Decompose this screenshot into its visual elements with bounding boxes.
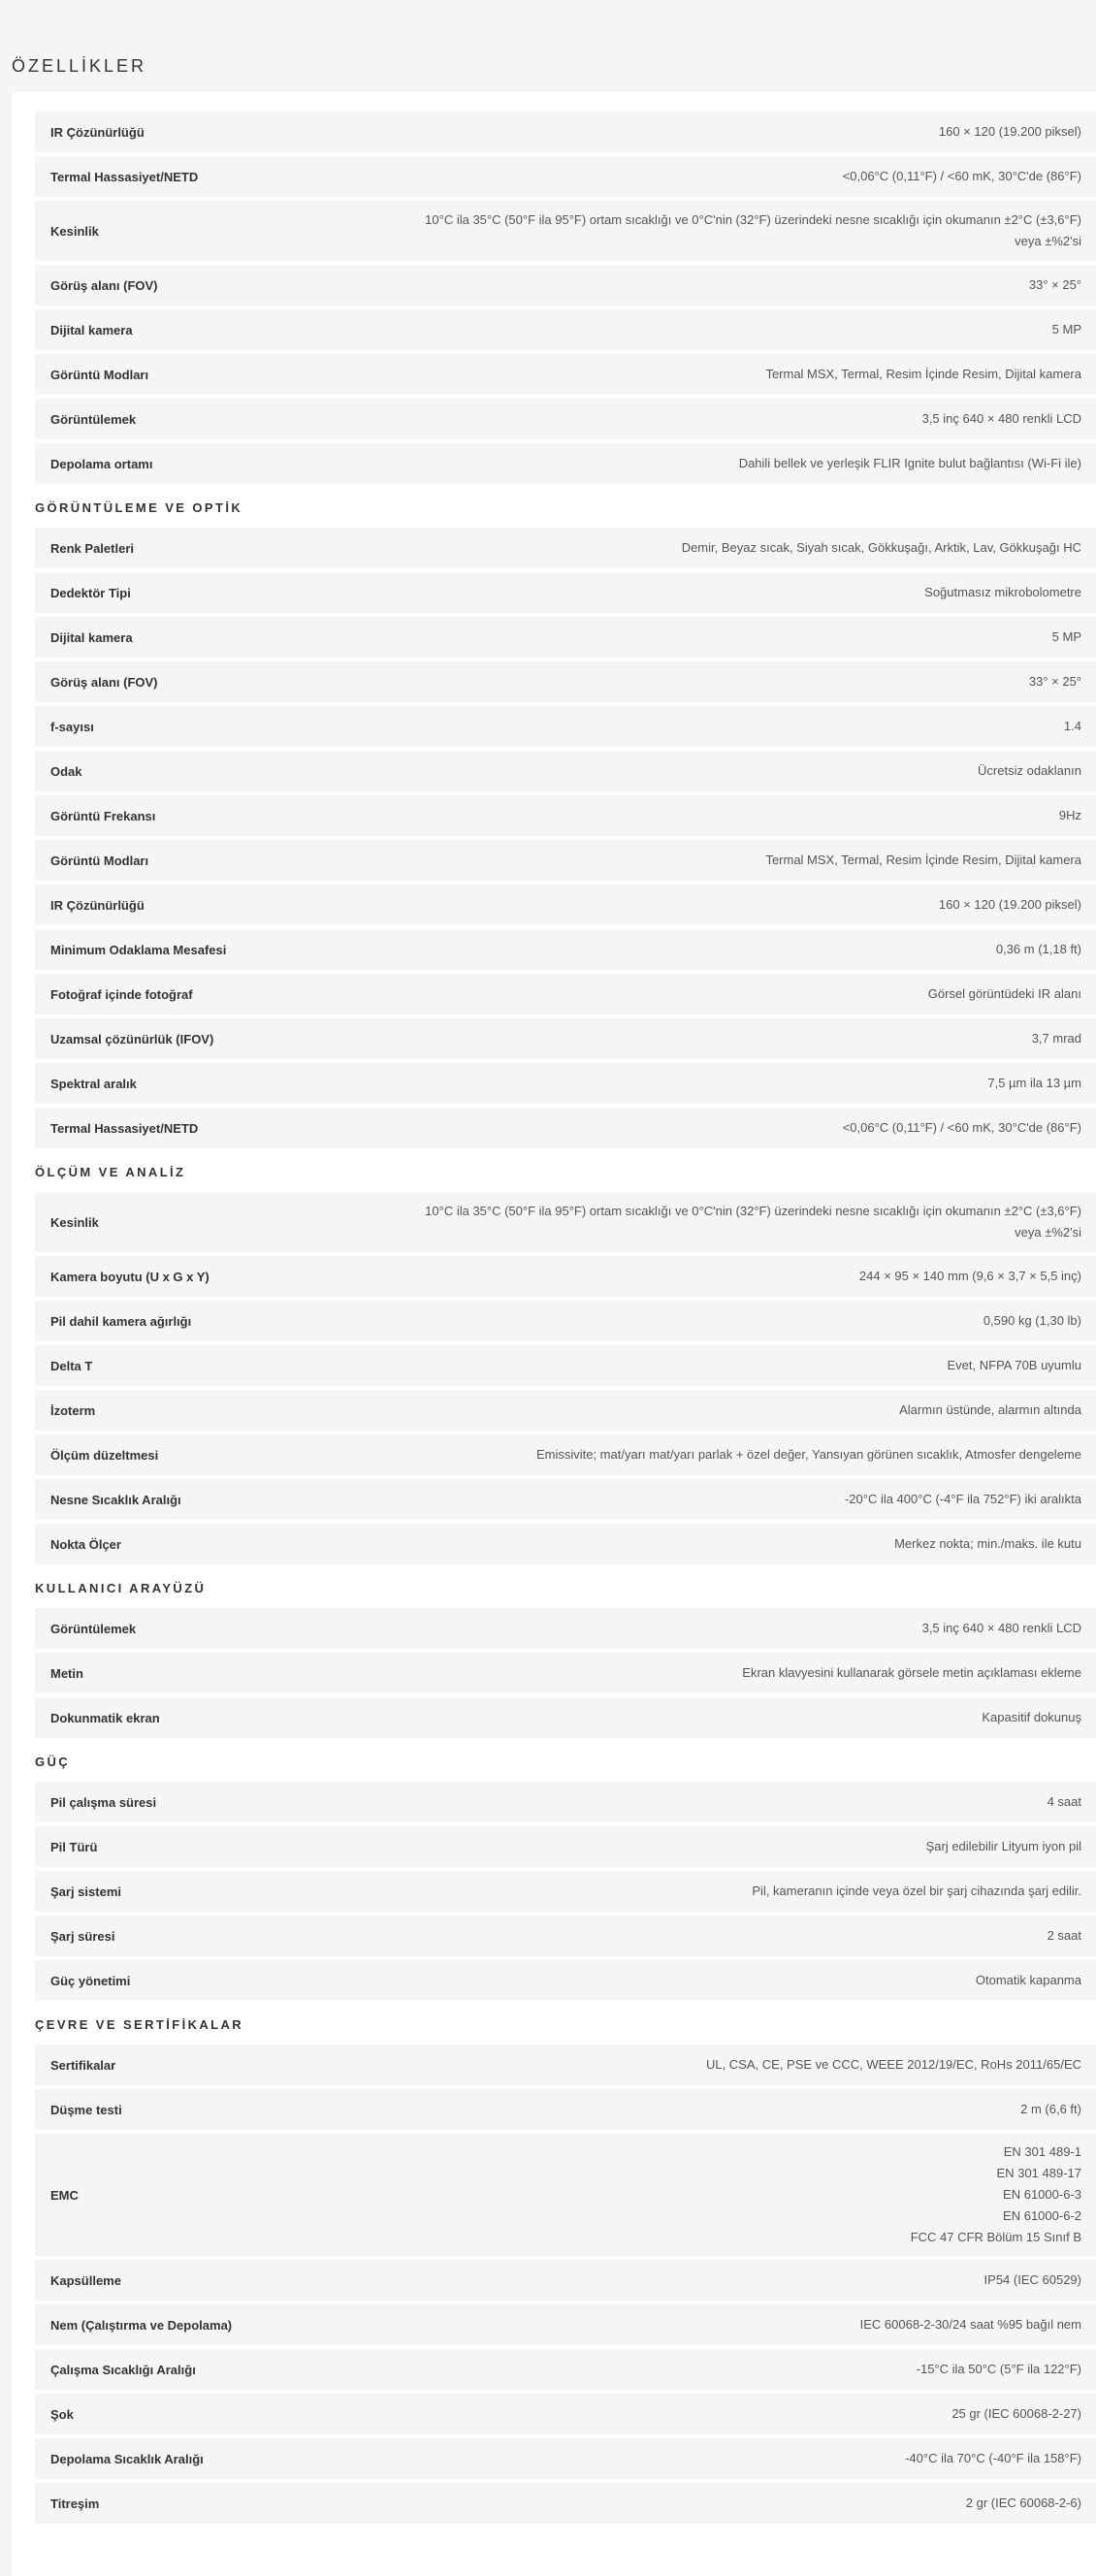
spec-row <box>35 2438 1096 2479</box>
spec-row <box>35 1108 1096 1148</box>
spec-value-line: veya ±%2'si <box>1015 234 1081 248</box>
spec-row <box>35 2260 1096 2301</box>
spec-value: -15°C ila 50°C (5°F ila 122°F) <box>916 2362 1081 2376</box>
spec-row <box>35 1018 1096 1059</box>
spec-label: Şarj sistemi <box>50 1884 121 1899</box>
spec-value-line: EN 61000-6-2 <box>1003 2208 1081 2223</box>
spec-label: Görüntülemek <box>50 411 137 427</box>
spec-value-line: EN 301 489-1 <box>1003 2144 1081 2159</box>
spec-row <box>35 929 1096 970</box>
spec-value: Termal MSX, Termal, Resim İçinde Resim, Dijital kamera <box>765 367 1081 381</box>
spec-label: Kesinlik <box>50 1214 99 1230</box>
spec-value: Pil, kameranın içinde veya özel bir şarj cihazında şarj edilir. <box>752 1884 1081 1898</box>
section-title: ÖLÇÜM VE ANALİZ <box>35 1165 186 1179</box>
spec-row <box>35 201 1096 261</box>
spec-value: 5 MP <box>1051 629 1081 644</box>
spec-row <box>35 528 1096 568</box>
page-header <box>0 0 1096 92</box>
spec-row <box>35 1608 1096 1649</box>
spec-label: Odak <box>50 763 82 779</box>
spec-value: IEC 60068-2-30/24 saat %95 bağıl nem <box>859 2317 1081 2332</box>
spec-label: EMC <box>50 2187 79 2203</box>
spec-row <box>35 2483 1096 2524</box>
spec-value: Otomatik kapanma <box>975 1973 1081 1987</box>
spec-label: Nesne Sıcaklık Aralığı <box>50 1492 181 1507</box>
spec-value-line: EN 301 489-17 <box>996 2166 1081 2180</box>
spec-label: Görüntülemek <box>50 1621 137 1636</box>
spec-value: 4 saat <box>1047 1794 1081 1809</box>
spec-label: IR Çözünürlüğü <box>50 897 145 913</box>
spec-value: 3,5 inç 640 × 480 renkli LCD <box>921 411 1081 426</box>
spec-label: Görüntü Frekansı <box>50 808 156 823</box>
spec-label: Fotoğraf içinde fotoğraf <box>50 986 193 1002</box>
spec-label: Renk Paletleri <box>50 540 134 556</box>
spec-label: Depolama ortamı <box>50 456 153 471</box>
spec-row <box>35 661 1096 702</box>
spec-value: Görsel görüntüdeki IR alanı <box>927 986 1081 1001</box>
spec-row <box>35 156 1096 197</box>
spec-row <box>35 885 1096 925</box>
spec-value <box>371 1193 1081 1251</box>
spec-label: Termal Hassasiyet/NETD <box>50 169 199 184</box>
section-title: KULLANICI ARAYÜZÜ <box>35 1581 207 1595</box>
spec-label: Dijital kamera <box>50 629 133 645</box>
spec-row <box>35 1826 1096 1867</box>
specs-panel <box>12 92 1096 2576</box>
spec-row <box>35 974 1096 1014</box>
spec-value: 244 × 95 × 140 mm (9,6 × 3,7 × 5,5 inç) <box>858 1269 1081 1283</box>
spec-row <box>35 2349 1096 2390</box>
spec-value: 33° × 25° <box>1028 277 1081 292</box>
spec-label: Görüş alanı (FOV) <box>50 277 158 293</box>
spec-value: 2 m (6,6 ft) <box>1020 2102 1081 2116</box>
spec-value: 25 gr (IEC 60068-2-27) <box>951 2406 1081 2421</box>
spec-label: Metin <box>50 1665 83 1681</box>
spec-label: Görüntü Modları <box>50 853 149 868</box>
spec-label: Minimum Odaklama Mesafesi <box>50 942 227 957</box>
spec-label: Sertifikalar <box>50 2057 116 2073</box>
spec-row <box>35 354 1096 395</box>
spec-row <box>35 1916 1096 1956</box>
spec-label: Nokta Ölçer <box>50 1536 121 1552</box>
spec-value: 7,5 µm ila 13 µm <box>987 1076 1081 1090</box>
spec-value: <0,06°C (0,11°F) / <60 mK, 30°C'de (86°F) <box>842 169 1081 183</box>
spec-label: Şarj süresi <box>50 1928 115 1944</box>
spec-value <box>371 2134 1081 2256</box>
spec-value: 9Hz <box>1058 808 1081 822</box>
spec-value: 0,590 kg (1,30 lb) <box>983 1313 1081 1328</box>
specs-list <box>35 112 1096 2528</box>
spec-label: Güç yönetimi <box>50 1973 131 1988</box>
spec-value: 5 MP <box>1051 322 1081 337</box>
spec-value: Şarj edilebilir Lityum iyon pil <box>925 1839 1081 1853</box>
spec-value: UL, CSA, CE, PSE ve CCC, WEEE 2012/19/EC, RoHs 2011/65/EC <box>705 2057 1081 2072</box>
spec-label: Şok <box>50 2406 74 2422</box>
section-title: ÇEVRE VE SERTİFİKALAR <box>35 2017 244 2032</box>
spec-value: -20°C ila 400°C (-4°F ila 752°F) iki aralıkta <box>844 1492 1081 1506</box>
spec-row <box>35 2045 1096 2085</box>
spec-label: f-sayısı <box>50 719 94 734</box>
spec-label: Spektral aralık <box>50 1076 137 1091</box>
spec-row <box>35 1301 1096 1341</box>
spec-row <box>35 1479 1096 1520</box>
spec-label: Çalışma Sıcaklığı Aralığı <box>50 2362 196 2377</box>
spec-value: 0,36 m (1,18 ft) <box>995 942 1081 956</box>
spec-value: 160 × 120 (19.200 piksel) <box>938 897 1081 912</box>
spec-label: Kamera boyutu (U x G x Y) <box>50 1269 210 1284</box>
spec-row <box>35 1256 1096 1297</box>
spec-value: IP54 (IEC 60529) <box>983 2272 1081 2287</box>
spec-value: 160 × 120 (19.200 piksel) <box>938 124 1081 139</box>
spec-row <box>35 1697 1096 1738</box>
spec-label: Delta T <box>50 1358 93 1373</box>
spec-label: Kesinlik <box>50 223 99 239</box>
spec-value: Termal MSX, Termal, Resim İçinde Resim, Dijital kamera <box>765 853 1081 867</box>
spec-value: Demir, Beyaz sıcak, Siyah sıcak, Gökkuşağı, Arktik, Lav, Gökkuşağı HC <box>681 540 1081 555</box>
spec-row <box>35 840 1096 881</box>
spec-value: 3,7 mrad <box>1031 1031 1081 1046</box>
spec-value: Kapasitif dokunuş <box>982 1710 1081 1724</box>
spec-row <box>35 751 1096 791</box>
spec-label: Nem (Çalıştırma ve Depolama) <box>50 2317 233 2333</box>
section-title: GÜÇ <box>35 1755 71 1769</box>
spec-row <box>35 1524 1096 1564</box>
spec-row <box>35 399 1096 439</box>
spec-row <box>35 2134 1096 2256</box>
spec-label: Dijital kamera <box>50 322 133 338</box>
spec-value: 1.4 <box>1063 719 1081 733</box>
spec-row <box>35 1390 1096 1431</box>
spec-value: 2 saat <box>1047 1928 1081 1943</box>
spec-value: Ücretsiz odaklanın <box>978 763 1081 778</box>
spec-value: 2 gr (IEC 60068-2-6) <box>965 2496 1081 2510</box>
spec-label: Pil çalışma süresi <box>50 1794 157 1810</box>
spec-row <box>35 706 1096 747</box>
spec-row <box>35 2089 1096 2130</box>
spec-label: Pil Türü <box>50 1839 98 1854</box>
spec-row <box>35 1063 1096 1104</box>
spec-label: İzoterm <box>50 1402 96 1418</box>
spec-row <box>35 795 1096 836</box>
spec-value: -40°C ila 70°C (-40°F ila 158°F) <box>905 2451 1081 2465</box>
spec-row <box>35 572 1096 613</box>
spec-value: Evet, NFPA 70B uyumlu <box>947 1358 1081 1372</box>
spec-row <box>35 1345 1096 1386</box>
spec-value-line: FCC 47 CFR Bölüm 15 Sınıf B <box>910 2230 1081 2244</box>
spec-value: Dahili bellek ve yerleşik FLIR Ignite bulut bağlantısı (Wi-Fi ile) <box>738 456 1081 470</box>
spec-label: Termal Hassasiyet/NETD <box>50 1120 199 1136</box>
spec-value: <0,06°C (0,11°F) / <60 mK, 30°C'de (86°F) <box>842 1120 1081 1135</box>
spec-value: Merkez nokta; min./maks. ile kutu <box>894 1536 1081 1551</box>
spec-row <box>35 617 1096 658</box>
spec-row <box>35 1960 1096 2001</box>
spec-label: Depolama Sıcaklık Aralığı <box>50 2451 204 2466</box>
spec-label: IR Çözünürlüğü <box>50 124 145 140</box>
spec-row <box>35 1871 1096 1912</box>
page-title: ÖZELLİKLER <box>12 56 147 76</box>
spec-value-line: 10°C ila 35°C (50°F ila 95°F) ortam sıcaklığı ve 0°C'nin (32°F) üzerindeki nesne sıcaklığı için okumanın ±2°C (±3,6°F) <box>425 1204 1081 1218</box>
spec-value: Ekran klavyesini kullanarak görsele metin açıklaması ekleme <box>742 1665 1081 1680</box>
spec-value: Alarmın üstünde, alarmın altında <box>899 1402 1081 1417</box>
spec-label: Kapsülleme <box>50 2272 121 2288</box>
spec-label: Titreşim <box>50 2496 100 2511</box>
spec-row <box>35 1192 1096 1252</box>
spec-value: 3,5 inç 640 × 480 renkli LCD <box>921 1621 1081 1635</box>
spec-label: Uzamsal çözünürlük (IFOV) <box>50 1031 214 1046</box>
spec-value <box>371 202 1081 260</box>
spec-label: Dedektör Tipi <box>50 585 131 600</box>
spec-value-line: EN 61000-6-3 <box>1003 2187 1081 2202</box>
spec-label: Görüntü Modları <box>50 367 149 382</box>
spec-label: Ölçüm düzeltmesi <box>50 1447 159 1463</box>
spec-label: Dokunmatik ekran <box>50 1710 160 1725</box>
spec-row <box>35 1782 1096 1822</box>
spec-row <box>35 1653 1096 1693</box>
spec-value: Soğutmasız mikrobolometre <box>924 585 1081 599</box>
spec-row <box>35 1434 1096 1475</box>
spec-row <box>35 443 1096 484</box>
spec-value-line: 10°C ila 35°C (50°F ila 95°F) ortam sıcaklığı ve 0°C'nin (32°F) üzerindeki nesne sıcaklığı için okumanın ±2°C (±3,6°F) <box>425 212 1081 227</box>
spec-value-line: veya ±%2'si <box>1015 1225 1081 1240</box>
spec-value: 33° × 25° <box>1028 674 1081 689</box>
spec-value: Emissivite; mat/yarı mat/yarı parlak + özel değer, Yansıyan görünen sıcaklık, Atmosfer dengeleme <box>535 1447 1081 1462</box>
spec-label: Görüş alanı (FOV) <box>50 674 158 690</box>
section-title: GÖRÜNTÜLEME VE OPTİK <box>35 500 243 515</box>
spec-label: Düşme testi <box>50 2102 122 2117</box>
spec-row <box>35 2304 1096 2345</box>
spec-row <box>35 309 1096 350</box>
spec-row <box>35 2394 1096 2434</box>
spec-row <box>35 265 1096 306</box>
spec-label: Pil dahil kamera ağırlığı <box>50 1313 192 1329</box>
spec-row <box>35 112 1096 152</box>
